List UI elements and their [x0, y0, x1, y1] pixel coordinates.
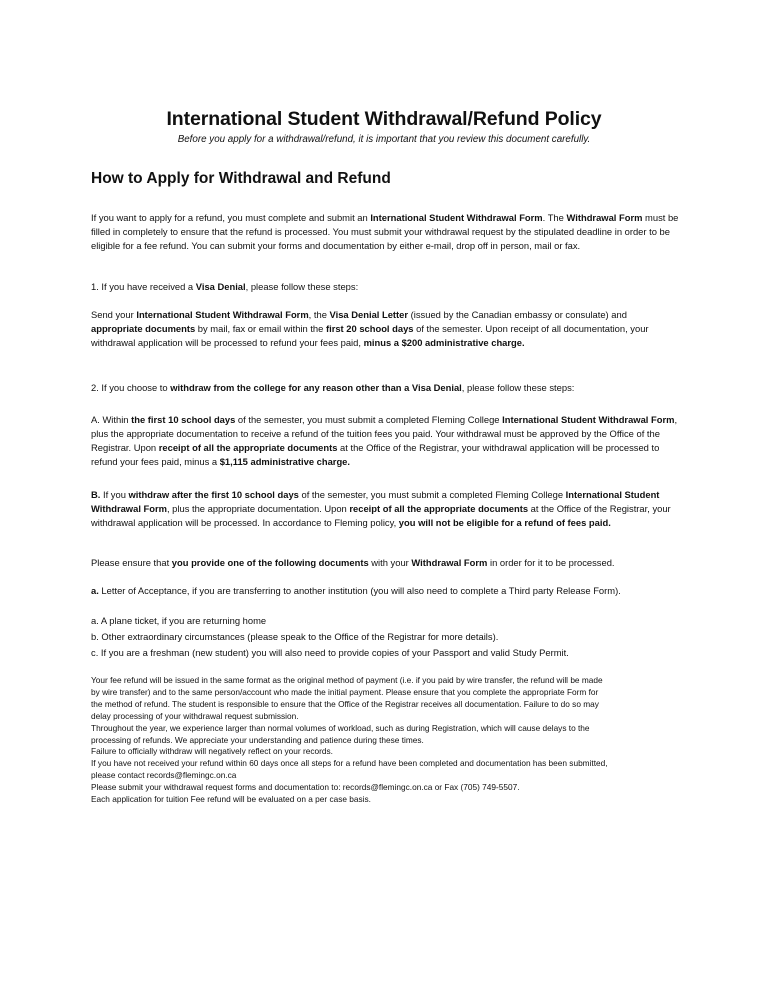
document-title: International Student Withdrawal/Refund Policy — [166, 108, 602, 130]
step2a-paragraph: A. Within the first 10 school days of the semester, you must submit a completed Fleming College International Student Withdrawal Form, plus the appropriate documentation to receive a refund of the tuition fees you paid. Your withdrawal must be approved by the Office of the Registrar. Upon receipt of all the appropriate documents at the Office of the Registrar, your withdrawal application will be processed to refund your fees paid, minus a $1,115 administrative charge. — [91, 414, 678, 467]
note-line: Your fee refund will be issued in the same format as the original method of payment (i.e. if you paid by wire transfer, the refund will be made — [91, 675, 603, 685]
note-line: Please submit your withdrawal request forms and documentation to: records@flemingc.on.ca or Fax (705) 749-5507. — [91, 782, 520, 793]
ensure-paragraph: Please ensure that you provide one of the following documents with your Withdrawal Form in order for it to be processed. — [91, 557, 615, 568]
note-line: by wire transfer) and to the same person/account who made the initial payment. Please ensure that you complete the appropriate Form for — [91, 686, 599, 697]
note-line: If you have not received your refund within 60 days once all steps for a refund have been completed and documentation has been submitted, — [91, 758, 608, 769]
step2-heading: 2. If you choose to withdraw from the college for any reason other than a Visa Denial, please follow these steps: — [91, 382, 575, 393]
note-line: processing of refunds. We appreciate your understanding and patience during these times. — [91, 734, 424, 745]
note-line: Throughout the year, we experience larger than normal volumes of workload, such as during Registration, which will cause delays to the — [91, 722, 590, 733]
document-list-item: c. If you are a freshman (new student) you will also need to provide copies of your Passport and valid Study Permit. — [91, 647, 569, 658]
document-list-item: a. Letter of Acceptance, if you are transferring to another institution (you will also need to complete a Third party Release Form). — [91, 585, 621, 596]
document-subtitle: Before you apply for a withdrawal/refund, it is important that you review this document carefully. — [177, 134, 591, 145]
note-line: the method of refund. The student is responsible to ensure that the Office of the Registrar receives all documentation. Failure to do so may — [91, 698, 599, 709]
section-heading: How to Apply for Withdrawal and Refund — [91, 170, 391, 187]
refund-notes — [91, 675, 681, 806]
note-line: delay processing of your withdrawal request submission. — [91, 710, 299, 721]
step1-paragraph: Send your International Student Withdrawal Form, the Visa Denial Letter (issued by the Canadian embassy or consulate) and appropriate documents by mail, fax or email within the first 20 school days of the semester. Upon receipt of all documentation, your withdrawal application will be processed to refund your fees paid, minus a $200 administrative charge. — [91, 309, 649, 348]
step1-heading: 1. If you have received a Visa Denial, please follow these steps: — [91, 281, 359, 292]
note-line: Each application for tuition Fee refund will be evaluated on a per case basis. — [91, 794, 371, 805]
document-list-item: a. A plane ticket, if you are returning home — [91, 615, 267, 626]
step2b-paragraph: B. If you withdraw after the first 10 school days of the semester, you must submit a completed Fleming College International Student Withdrawal Form, plus the appropriate documentation. Upon receipt of all the appropriate documents at the Office of the Registrar, your withdrawal application will be processed. In accordance to Fleming policy, you will not be eligible for a refund of fees paid. — [91, 489, 671, 528]
note-line: please contact records@flemingc.on.ca — [91, 770, 237, 781]
intro-paragraph: If you want to apply for a refund, you must complete and submit an International Student Withdrawal Form. The Withdrawal Form must be filled in completely to ensure that the refund is processed. You must submit your withdrawal request by the stipulated deadline in order to be eligible for a fee refund. You can submit your forms and documentation by either e-mail, drop off in person, mail or fax. — [91, 212, 679, 251]
document-list-item: b. Other extraordinary circumstances (please speak to the Office of the Registrar for more details). — [91, 631, 499, 642]
note-line: Failure to officially withdraw will negatively reflect on your records. — [91, 746, 333, 757]
